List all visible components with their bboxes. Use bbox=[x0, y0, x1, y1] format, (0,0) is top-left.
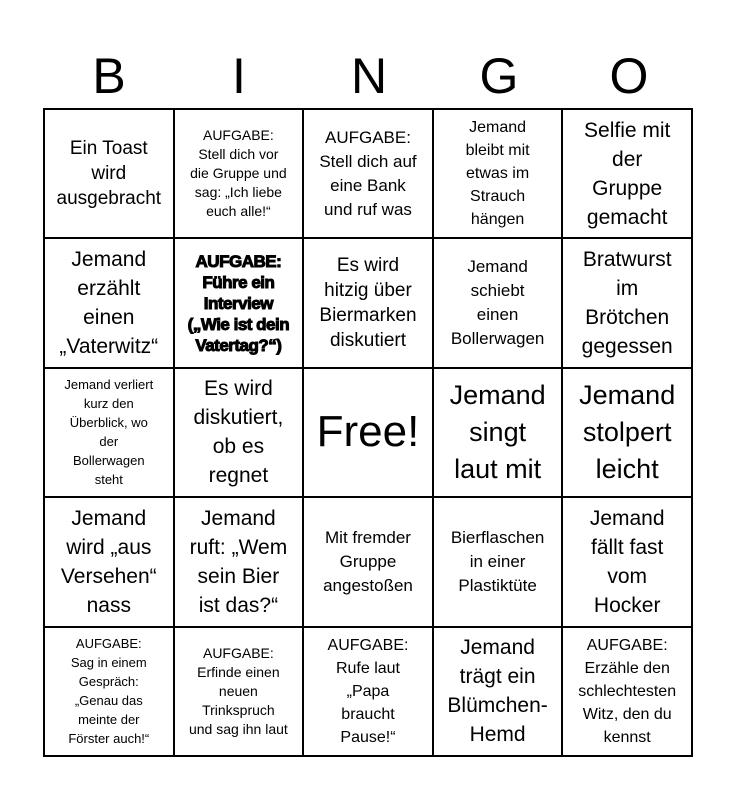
bingo-cell[interactable] bbox=[433, 497, 563, 626]
cell-text: Jemand bleibt mit etwas im Strauch hängen bbox=[465, 119, 530, 229]
bingo-cell[interactable] bbox=[303, 238, 433, 367]
cell-text: Bierflaschen in einer Plastiktüte bbox=[450, 527, 545, 595]
bingo-cell[interactable] bbox=[562, 497, 692, 626]
cell-text: AUFGABE: Sag in einem Gespräch: „Genau das meinte der Förster auch!“ bbox=[68, 636, 150, 747]
bingo-cell[interactable] bbox=[433, 109, 563, 238]
cell-text: Jemand erzählt einen „Vaterwitz“ bbox=[59, 248, 159, 359]
bingo-cell[interactable] bbox=[562, 368, 692, 497]
cell-text: AUFGABE: Führe ein Interview („Wie ist dein Vatertag?“) bbox=[187, 251, 290, 355]
bingo-cell[interactable] bbox=[562, 238, 692, 367]
header-letter-g: G bbox=[479, 48, 519, 104]
bingo-cell[interactable] bbox=[562, 109, 692, 238]
cell-text: Mit fremder Gruppe angestoßen bbox=[323, 527, 413, 595]
bingo-header bbox=[44, 46, 694, 106]
cell-text: Es wird diskutiert, ob es regnet bbox=[193, 377, 284, 488]
bingo-cell[interactable] bbox=[433, 238, 563, 367]
cell-text: Jemand schiebt einen Bollerwagen bbox=[450, 257, 545, 349]
bingo-cell[interactable] bbox=[44, 109, 174, 238]
header-letter-n: N bbox=[350, 48, 388, 104]
cell-text: AUFGABE: Rufe laut „Papa braucht Pause!“ bbox=[327, 636, 409, 746]
cell-text: AUFGABE: Erzähle den schlechtesten Witz, den du kennst bbox=[578, 636, 677, 746]
bingo-cell[interactable] bbox=[44, 497, 174, 626]
bingo-cell[interactable] bbox=[433, 368, 563, 497]
bingo-cell[interactable] bbox=[44, 627, 174, 756]
bingo-cell[interactable] bbox=[44, 368, 174, 497]
bingo-cell[interactable] bbox=[303, 627, 433, 756]
header-letter-i: I bbox=[232, 48, 246, 104]
cell-text: Jemand verliert kurz den Überblick, wo der Bollerwagen steht bbox=[64, 377, 154, 488]
free-space-cell[interactable] bbox=[303, 368, 433, 497]
cell-text: AUFGABE: Erfinde einen neuen Trinkspruch und sag ihn laut bbox=[188, 644, 288, 737]
bingo-cell[interactable] bbox=[303, 109, 433, 238]
cell-text: AUFGABE: Stell dich auf eine Bank und ruf was bbox=[319, 127, 417, 219]
header-letter-b: B bbox=[92, 48, 126, 104]
bingo-card bbox=[43, 108, 693, 757]
cell-text: Bratwurst im Brötchen gegessen bbox=[581, 248, 673, 359]
bingo-cell[interactable] bbox=[44, 238, 174, 367]
bingo-cell[interactable] bbox=[174, 627, 304, 756]
cell-text: Ein Toast wird ausgebracht bbox=[56, 138, 162, 210]
header-letter-o: O bbox=[609, 48, 649, 104]
cell-text: Jemand stolpert leicht bbox=[579, 379, 676, 484]
bingo-cell[interactable] bbox=[174, 238, 304, 367]
bingo-cell[interactable] bbox=[174, 368, 304, 497]
bingo-cell[interactable] bbox=[174, 109, 304, 238]
free-space-label: Free! bbox=[316, 407, 420, 457]
cell-text: AUFGABE: Stell dich vor die Gruppe und sag: „Ich liebe euch alle!“ bbox=[190, 127, 287, 220]
cell-text: Jemand wird „aus Versehen“ nass bbox=[60, 506, 157, 617]
cell-text: Es wird hitzig über Biermarken diskutiert bbox=[319, 255, 417, 352]
bingo-cell[interactable] bbox=[433, 627, 563, 756]
cell-text: Jemand trägt ein Blümchen- Hemd bbox=[447, 636, 548, 747]
cell-text: Jemand singt laut mit bbox=[449, 379, 546, 484]
bingo-cell[interactable] bbox=[562, 627, 692, 756]
bingo-cell[interactable] bbox=[174, 497, 304, 626]
cell-text: Selfie mit der Gruppe gemacht bbox=[584, 118, 671, 229]
bingo-cell[interactable] bbox=[303, 497, 433, 626]
cell-text: Jemand fällt fast vom Hocker bbox=[589, 506, 665, 617]
cell-text: Jemand ruft: „Wem sein Bier ist das?“ bbox=[189, 506, 288, 617]
